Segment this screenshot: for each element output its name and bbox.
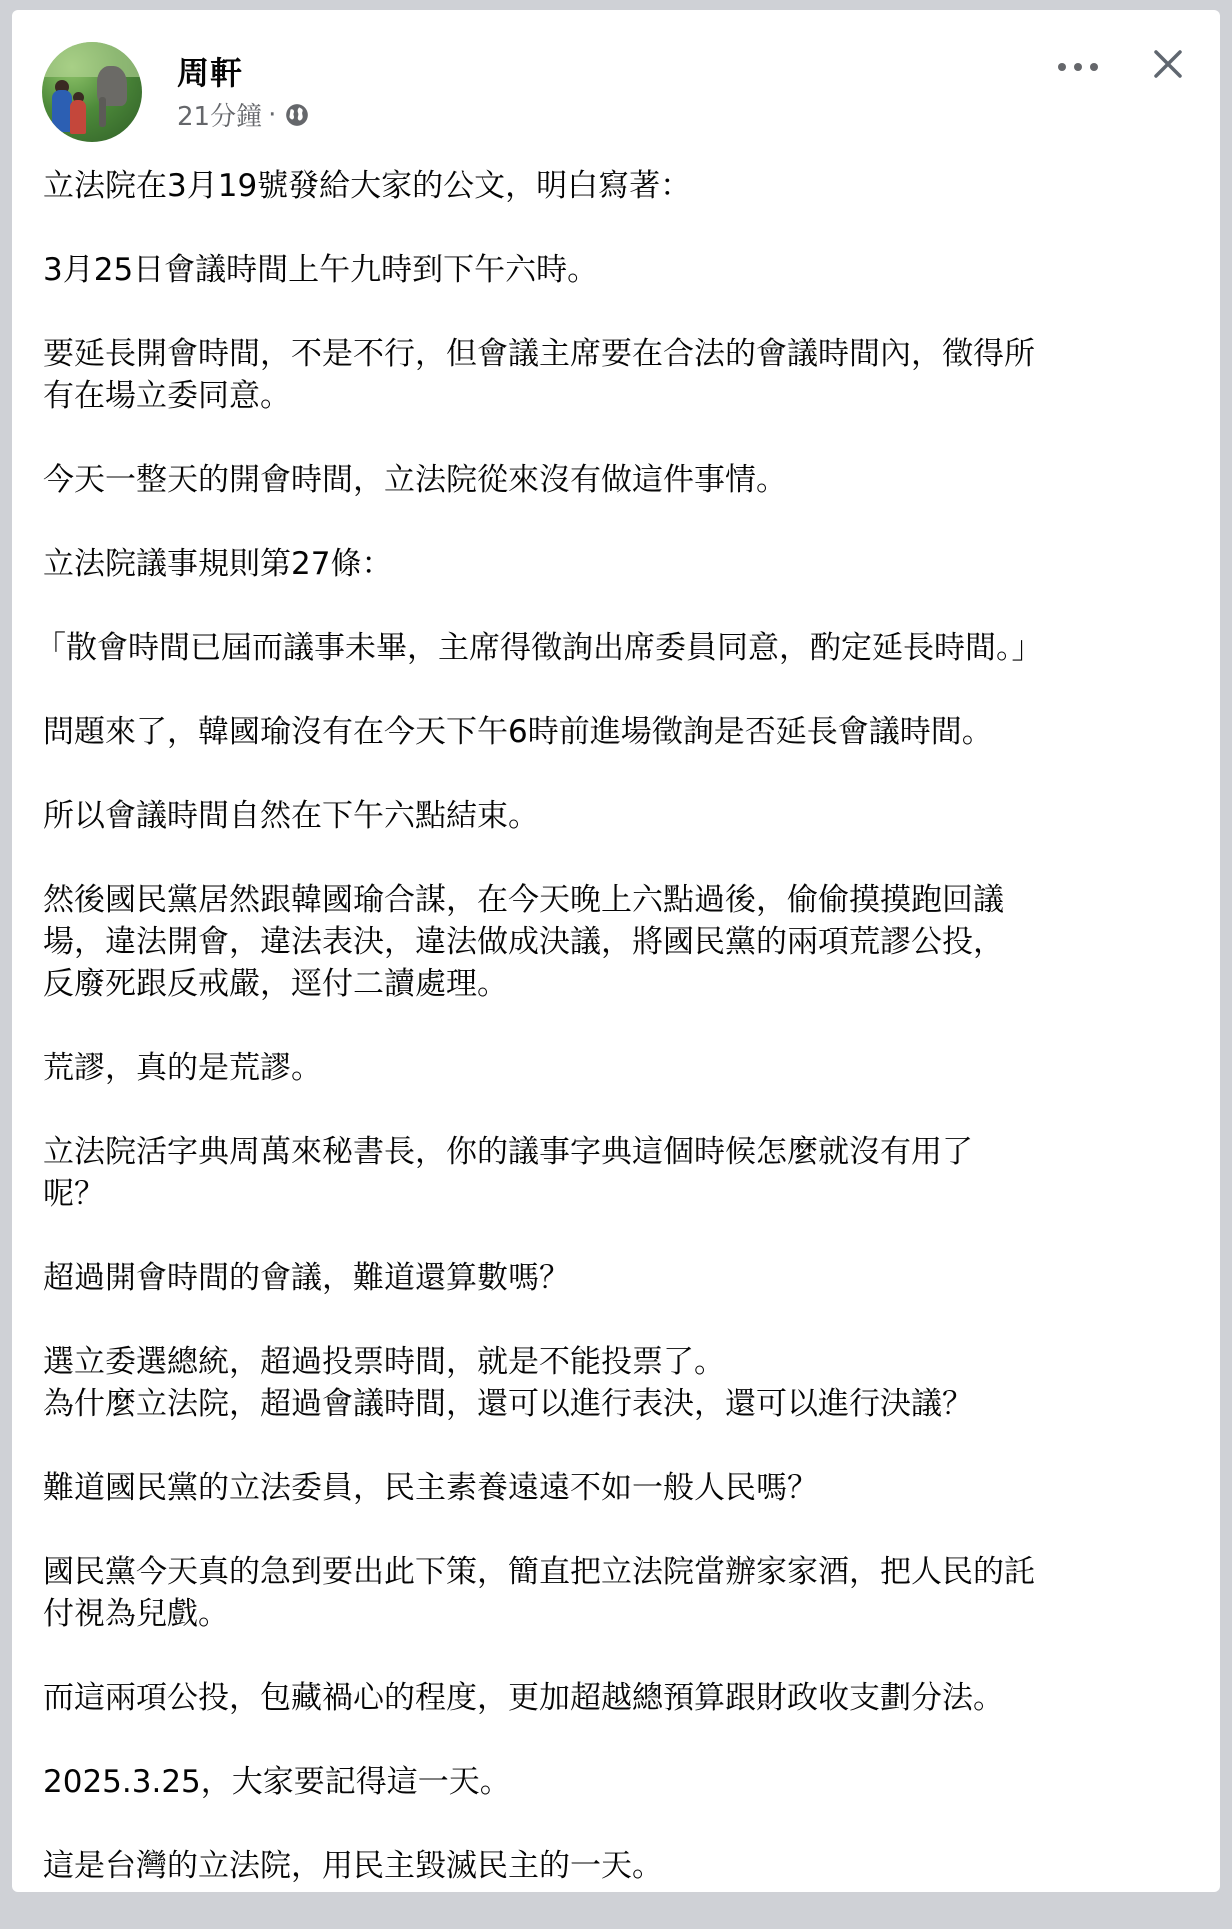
post-paragraph: 今天一整天的開會時間，立法院從來沒有做這件事情。 bbox=[43, 462, 787, 498]
post-paragraph: 問題來了，韓國瑜沒有在今天下午6時前進場徵詢是否延長會議時間。 bbox=[43, 714, 993, 750]
post-paragraph: 立法院活字典周萬來秘書長，你的議事字典這個時候怎麼就沒有用了 呢？ bbox=[43, 1134, 973, 1212]
post-body bbox=[35, 165, 1203, 1929]
author-name[interactable]: 周軒 bbox=[177, 54, 244, 92]
post-paragraph: 然後國民黨居然跟韓國瑜合謀，在今天晚上六點過後，偷偷摸摸跑回議 場，違法開會，違法表決，違法做成決議，將國民黨的兩項荒謬公投， 反廢死跟反戒嚴，逕付二讀處理。 bbox=[43, 882, 1004, 1002]
post-paragraph: 立法院議事規則第27條： bbox=[43, 546, 393, 582]
post-paragraph: 這是台灣的立法院，用民主毀滅民主的一天。 bbox=[43, 1848, 663, 1884]
post-paragraph: 難道國民黨的立法委員，民主素養遠遠不如一般人民嗎？ bbox=[43, 1470, 818, 1506]
post-paragraph: 3月25日會議時間上午九時到下午六時。 bbox=[43, 252, 599, 288]
post-meta bbox=[177, 96, 310, 133]
more-icon[interactable] bbox=[1058, 60, 1098, 74]
post-header bbox=[42, 42, 1190, 142]
post-paragraph-quote: 「散會時間已屆而議事未畢，主席得徵詢出席委員同意，酌定延長時間。」 bbox=[35, 630, 1043, 666]
avatar[interactable] bbox=[42, 42, 142, 142]
post-paragraph: 要延長開會時間，不是不行，但會議主席要在合法的會議時間內，徵得所 有在場立委同意。 bbox=[43, 336, 1035, 414]
globe-icon[interactable] bbox=[284, 102, 310, 128]
post-timestamp[interactable]: 21分鐘 bbox=[177, 102, 263, 132]
post-paragraph: 立法院在3月19號發給大家的公文，明白寫著： bbox=[43, 168, 692, 204]
close-icon[interactable] bbox=[1146, 42, 1190, 86]
post-card bbox=[12, 10, 1220, 1892]
post-paragraph: 荒謬，真的是荒謬。 bbox=[43, 1050, 322, 1086]
post-paragraph: 2025.3.25，大家要記得這一天。 bbox=[43, 1764, 511, 1800]
post-paragraph: 所以會議時間自然在下午六點結束。 bbox=[43, 798, 539, 834]
post-paragraph: 選立委選總統，超過投票時間，就是不能投票了。 為什麼立法院，超過會議時間，還可以進行表決，還可以進行決議？ bbox=[43, 1344, 973, 1422]
post-paragraph: 超過開會時間的會議，難道還算數嗎？ bbox=[43, 1260, 570, 1296]
meta-separator: · bbox=[268, 99, 277, 130]
post-paragraph: 而這兩項公投，包藏禍心的程度，更加超越總預算跟財政收支劃分法。 bbox=[43, 1680, 1004, 1716]
post-paragraph: 國民黨今天真的急到要出此下策，簡直把立法院當辦家家酒，把人民的託 付視為兒戲。 bbox=[43, 1554, 1035, 1632]
